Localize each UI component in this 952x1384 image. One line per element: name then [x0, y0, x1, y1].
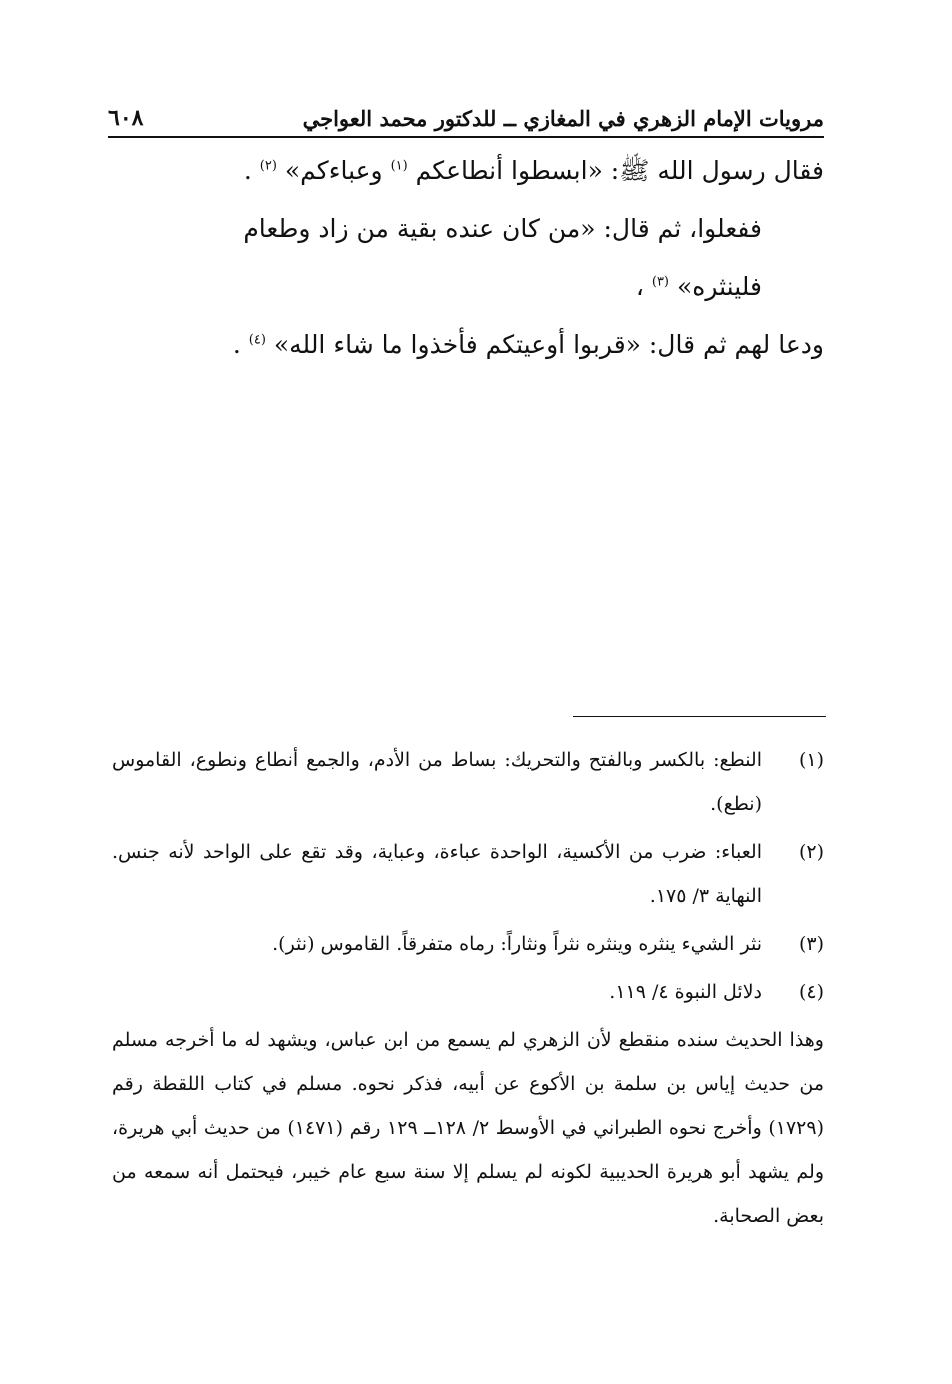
footnote-ref-3: (٣): [651, 274, 669, 290]
running-header: [108, 100, 824, 138]
main-line-1-text: فقال رسول الله ﷺ: «ابسطوا أنطاعكم: [415, 156, 824, 185]
main-line-2-text: ففعلوا، ثم قال: «من كان عنده بقية من زاد وطعام فلينثره»: [243, 214, 762, 301]
main-line-1-mid: وعباءكم»: [284, 156, 383, 185]
footnote: [112, 970, 824, 1014]
main-line-3: [205, 316, 824, 374]
footnote-text: نثر الشيء ينثره وينثره نثراً ونثاراً: رماه متفرقاً. القاموس (نثر).: [272, 933, 762, 955]
footnote-separator: [573, 716, 826, 717]
footnotes: [112, 738, 824, 1238]
page-number: ٦٠٨: [108, 105, 144, 131]
main-line-3-end: .: [232, 330, 241, 359]
footnote-commentary: وهذا الحديث سنده منقطع لأن الزهري لم يسمع من ابن عباس، ويشهد له ما أخرجه مسلم من حديث إياس بن سلمة بن الأكوع عن أبيه، فذكر نحوه. مسلم في كتاب اللقطة رقم (١٧٢٩) وأخرج نحوه الطبراني في الأوسط ٢/ ١٢٨ــ ١٢٩ رقم (١٤٧١) من حديث أبي هريرة، ولم يشهد أبو هريرة الحديبية لكونه لم يسلم إلا سنة سبع عام خيبر، فيحتمل أنه سمعه من بعض الصحابة.: [112, 1029, 824, 1227]
footnote-text: النطع: بالكسر وبالفتح والتحريك: بساط من الأدم، والجمع أنطاع ونطوع، القاموس (نطع).: [112, 749, 762, 815]
footnote: [112, 922, 824, 966]
main-line-2: [205, 200, 824, 316]
footnote-ref-2: (٢): [259, 158, 277, 174]
footnote-number: (٢): [798, 841, 824, 863]
main-line-3-text: ودعا لهم ثم قال: «قربوا أوعيتكم فأخذوا ما شاء الله»: [273, 330, 824, 359]
footnote-ref-4: (٤): [248, 332, 266, 348]
running-title: مرويات الإمام الزهري في المغازي ــ للدكتور محمد العواجي: [302, 105, 824, 131]
main-line-1-end: .: [243, 156, 252, 185]
footnote: [112, 738, 824, 826]
footnote-number: (٤): [798, 981, 824, 1003]
footnote-text: دلائل النبوة ٤/ ١١٩.: [609, 981, 762, 1003]
footnote-ref-1: (١): [390, 158, 408, 174]
main-line-2-end: ،: [635, 272, 644, 301]
main-line-1: [205, 142, 824, 200]
footnote-text: العباء: ضرب من الأكسية، الواحدة عباءة، وعباية، وقد تقع على الواحد لأنه جنس. النهاية ٣/ ١٧٥.: [112, 841, 762, 907]
footnote-number: (١): [798, 749, 824, 771]
footnote: [112, 830, 824, 918]
footnote-number: (٣): [798, 933, 824, 955]
main-text: [205, 142, 824, 374]
